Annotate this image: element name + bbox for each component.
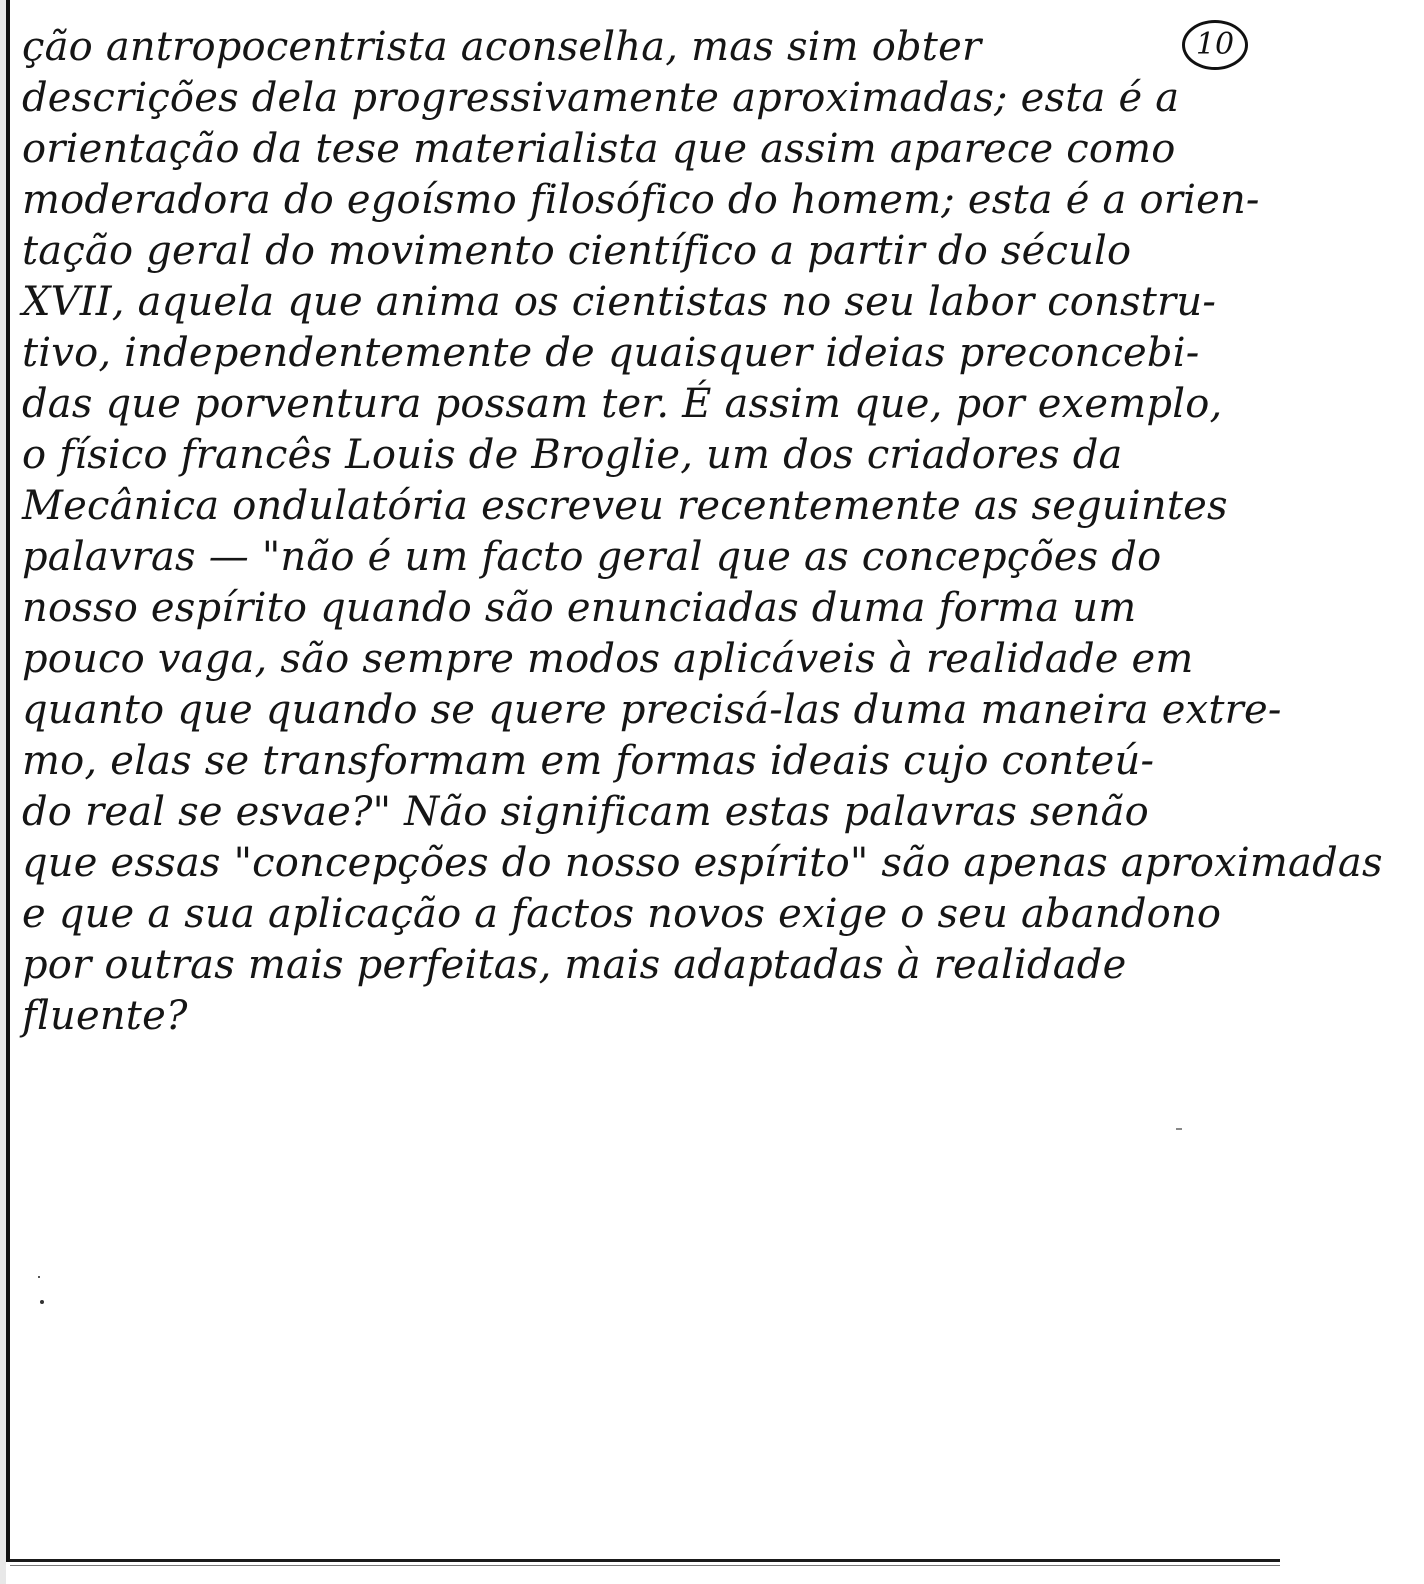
left-page-edge	[6, 0, 10, 1562]
handwritten-text	[22, 22, 1383, 1042]
text-line: descrições dela progressivamente aproximadas; esta é a	[22, 75, 1180, 121]
text-line: Mecânica ondulatória escreveu recentemente as seguintes	[22, 483, 1228, 529]
text-line: pouco vaga, são sempre modos aplicáveis à realidade em	[22, 636, 1194, 682]
text-line: ção antropocentrista aconselha, mas sim obter	[22, 24, 982, 70]
text-line: do real se esvae?" Não significam estas palavras senão	[22, 789, 1149, 835]
text-line: por outras mais perfeitas, mais adaptadas à realidade	[22, 942, 1127, 988]
ink-speck	[40, 1300, 44, 1304]
bottom-page-edge	[10, 1559, 1280, 1562]
text-line: que essas "concepções do nosso espírito" são apenas aproximadas	[22, 840, 1383, 886]
text-line: moderadora do egoísmo filosófico do homem; esta é a orien-	[22, 177, 1260, 223]
text-line: mo, elas se transformam em formas ideais cujo conteú-	[22, 738, 1155, 784]
text-line: fluente?	[22, 993, 188, 1039]
text-line: o físico francês Louis de Broglie, um dos criadores da	[22, 432, 1123, 478]
text-line: das que porventura possam ter. É assim que, por exemplo,	[22, 381, 1223, 427]
text-line: e que a sua aplicação a factos novos exige o seu abandono	[22, 891, 1222, 937]
text-line: XVII, aquela que anima os cientistas no seu labor constru-	[22, 279, 1217, 325]
text-line: tação geral do movimento científico a partir do século	[22, 228, 1132, 274]
ink-speck	[1176, 1128, 1182, 1130]
bottom-page-edge-shadow	[10, 1565, 1280, 1566]
text-line: quanto que quando se quere precisá-las duma maneira extre-	[22, 687, 1282, 733]
text-line: tivo, independentemente de quaisquer ideias preconcebi-	[22, 330, 1200, 376]
text-line: orientação da tese materialista que assim aparece como	[22, 126, 1176, 172]
page-number: 10	[1182, 20, 1248, 70]
ink-speck	[38, 1276, 40, 1278]
text-line: palavras — "não é um facto geral que as concepções do	[22, 534, 1162, 580]
text-line: nosso espírito quando são enunciadas duma forma um	[22, 585, 1137, 631]
